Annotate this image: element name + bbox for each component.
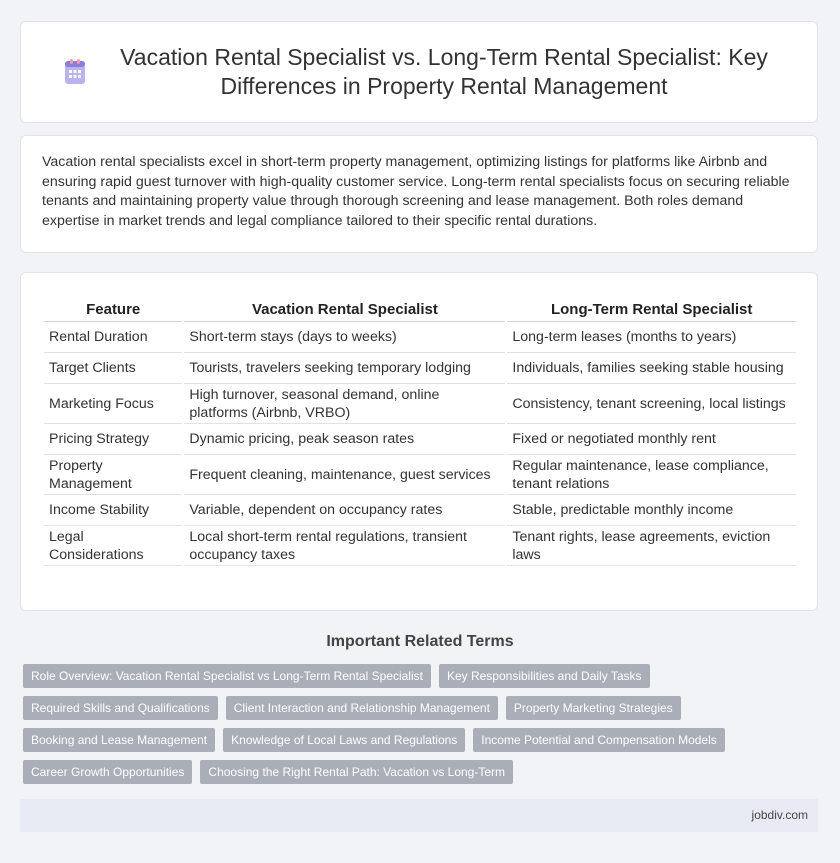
table-cell: Tenant rights, lease agreements, eviction laws	[507, 526, 796, 566]
table-cell: Tourists, travelers seeking temporary lodging	[184, 353, 505, 384]
table-cell: Legal Considerations	[44, 526, 182, 566]
document-icon	[61, 58, 89, 86]
table-cell: Local short-term rental regulations, transient occupancy taxes	[184, 526, 505, 566]
table-row	[44, 455, 796, 495]
table-cell: Pricing Strategy	[44, 424, 182, 455]
table-cell: Marketing Focus	[44, 384, 182, 424]
table-cell: Frequent cleaning, maintenance, guest services	[184, 455, 505, 495]
table-cell: Rental Duration	[44, 322, 182, 353]
table-cell: Property Management	[44, 455, 182, 495]
table-row	[44, 526, 796, 566]
table-cell: Fixed or negotiated monthly rent	[507, 424, 796, 455]
header-card	[20, 21, 818, 123]
related-term-tag[interactable]: Knowledge of Local Laws and Regulations	[223, 728, 465, 752]
table-cell: Consistency, tenant screening, local listings	[507, 384, 796, 424]
table-row	[44, 424, 796, 455]
related-term-tag[interactable]: Required Skills and Qualifications	[23, 696, 218, 720]
footer-site-link[interactable]: jobdiv.com	[751, 808, 808, 822]
footer	[20, 799, 818, 832]
related-term-tag[interactable]: Property Marketing Strategies	[506, 696, 681, 720]
intro-paragraph: Vacation rental specialists excel in short-term property management, optimizing listings for platforms like Airbnb and ensuring rapid guest turnover with high-quality customer service. Long-term rental specialists focus on securing reliable tenants and maintaining property value through thorough screening and lease management. Both roles demand expertise in market trends and legal compliance tailored to their specific rental durations.	[42, 154, 790, 229]
related-term-tag[interactable]: Choosing the Right Rental Path: Vacation vs Long-Term	[200, 760, 513, 784]
comparison-card	[20, 272, 818, 611]
intro-card	[20, 135, 818, 253]
table-cell: Long-term leases (months to years)	[507, 322, 796, 353]
related-term-tag[interactable]: Career Growth Opportunities	[23, 760, 192, 784]
related-term-tag[interactable]: Income Potential and Compensation Models	[473, 728, 724, 752]
table-row	[44, 353, 796, 384]
related-term-tag[interactable]: Client Interaction and Relationship Management	[226, 696, 498, 720]
table-row	[44, 384, 796, 424]
related-term-tag[interactable]: Role Overview: Vacation Rental Specialist vs Long-Term Rental Specialist	[23, 664, 431, 688]
table-cell: Variable, dependent on occupancy rates	[184, 495, 505, 526]
table-cell: Regular maintenance, lease compliance, tenant relations	[507, 455, 796, 495]
table-cell: Income Stability	[44, 495, 182, 526]
table-cell: Dynamic pricing, peak season rates	[184, 424, 505, 455]
table-row	[44, 322, 796, 353]
comparison-table	[42, 295, 798, 566]
column-header-feature: Feature	[44, 295, 182, 322]
table-cell: Short-term stays (days to weeks)	[184, 322, 505, 353]
table-cell: Target Clients	[44, 353, 182, 384]
related-terms-title: Important Related Terms	[326, 633, 514, 650]
table-cell: Individuals, families seeking stable housing	[507, 353, 796, 384]
table-header-row	[44, 295, 796, 322]
table-cell: High turnover, seasonal demand, online platforms (Airbnb, VRBO)	[184, 384, 505, 424]
column-header-vacation: Vacation Rental Specialist	[184, 295, 505, 322]
table-row	[44, 495, 796, 526]
column-header-long-term: Long-Term Rental Specialist	[507, 295, 796, 322]
related-term-tag[interactable]: Booking and Lease Management	[23, 728, 215, 752]
related-term-tag[interactable]: Key Responsibilities and Daily Tasks	[439, 664, 650, 688]
related-terms-list	[23, 664, 823, 792]
page-title: Vacation Rental Specialist vs. Long-Term Rental Specialist: Key Differences in Property Rental Management	[120, 44, 768, 99]
table-cell: Stable, predictable monthly income	[507, 495, 796, 526]
